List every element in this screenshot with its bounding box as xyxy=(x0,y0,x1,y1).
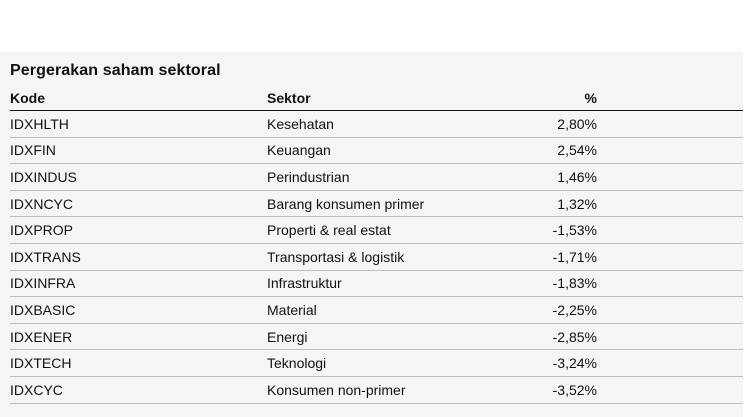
code-cell: IDXTRANS xyxy=(10,248,81,265)
table-row xyxy=(10,111,743,138)
sector-cell: Transportasi & logistik xyxy=(267,248,405,265)
percent-cell: -3,52% xyxy=(552,381,597,398)
table-row xyxy=(10,297,743,324)
code-cell: IDXNCYC xyxy=(10,195,74,212)
percent-cell: -2,85% xyxy=(552,328,597,345)
column-header-code: Kode xyxy=(10,90,45,106)
percent-cell: -1,71% xyxy=(552,248,597,265)
table-row xyxy=(10,244,743,271)
column-header-percent: % xyxy=(584,90,597,106)
sector-cell: Energi xyxy=(267,328,308,345)
table-row xyxy=(10,164,743,191)
sector-cell: Properti & real estat xyxy=(267,222,391,239)
percent-cell: -3,24% xyxy=(552,355,597,372)
table-row xyxy=(10,324,743,351)
code-cell: IDXFIN xyxy=(10,142,56,159)
table-title: Pergerakan saham sektoral xyxy=(10,62,221,79)
code-cell: IDXCYC xyxy=(10,381,63,398)
sector-cell: Material xyxy=(267,301,317,318)
table-row xyxy=(10,377,743,404)
percent-cell: 1,46% xyxy=(557,168,597,185)
sector-cell: Perindustrian xyxy=(267,168,350,185)
column-header-sector: Sektor xyxy=(267,90,311,106)
table-header-row xyxy=(10,86,743,111)
table-row xyxy=(10,271,743,298)
percent-cell: 2,54% xyxy=(557,142,597,159)
code-cell: IDXPROP xyxy=(10,222,74,239)
sector-table-panel xyxy=(0,52,743,417)
code-cell: IDXENER xyxy=(10,328,73,345)
percent-cell: 2,80% xyxy=(557,115,597,132)
table-row xyxy=(10,138,743,165)
table-row xyxy=(10,350,743,377)
code-cell: IDXINFRA xyxy=(10,275,76,292)
sector-cell: Infrastruktur xyxy=(267,275,342,292)
code-cell: IDXHLTH xyxy=(10,115,69,132)
sector-cell: Teknologi xyxy=(267,355,327,372)
percent-cell: 1,32% xyxy=(557,195,597,212)
code-cell: IDXTECH xyxy=(10,355,72,372)
sector-cell: Barang konsumen primer xyxy=(267,195,425,212)
table-row xyxy=(10,217,743,244)
percent-cell: -1,53% xyxy=(552,222,597,239)
sector-table xyxy=(10,86,743,404)
code-cell: IDXBASIC xyxy=(10,301,76,318)
sector-cell: Kesehatan xyxy=(267,115,334,132)
table-row xyxy=(10,191,743,218)
percent-cell: -2,25% xyxy=(552,301,597,318)
sector-cell: Konsumen non-primer xyxy=(267,381,406,398)
code-cell: IDXINDUS xyxy=(10,168,77,185)
sector-cell: Keuangan xyxy=(267,142,331,159)
percent-cell: -1,83% xyxy=(552,275,597,292)
